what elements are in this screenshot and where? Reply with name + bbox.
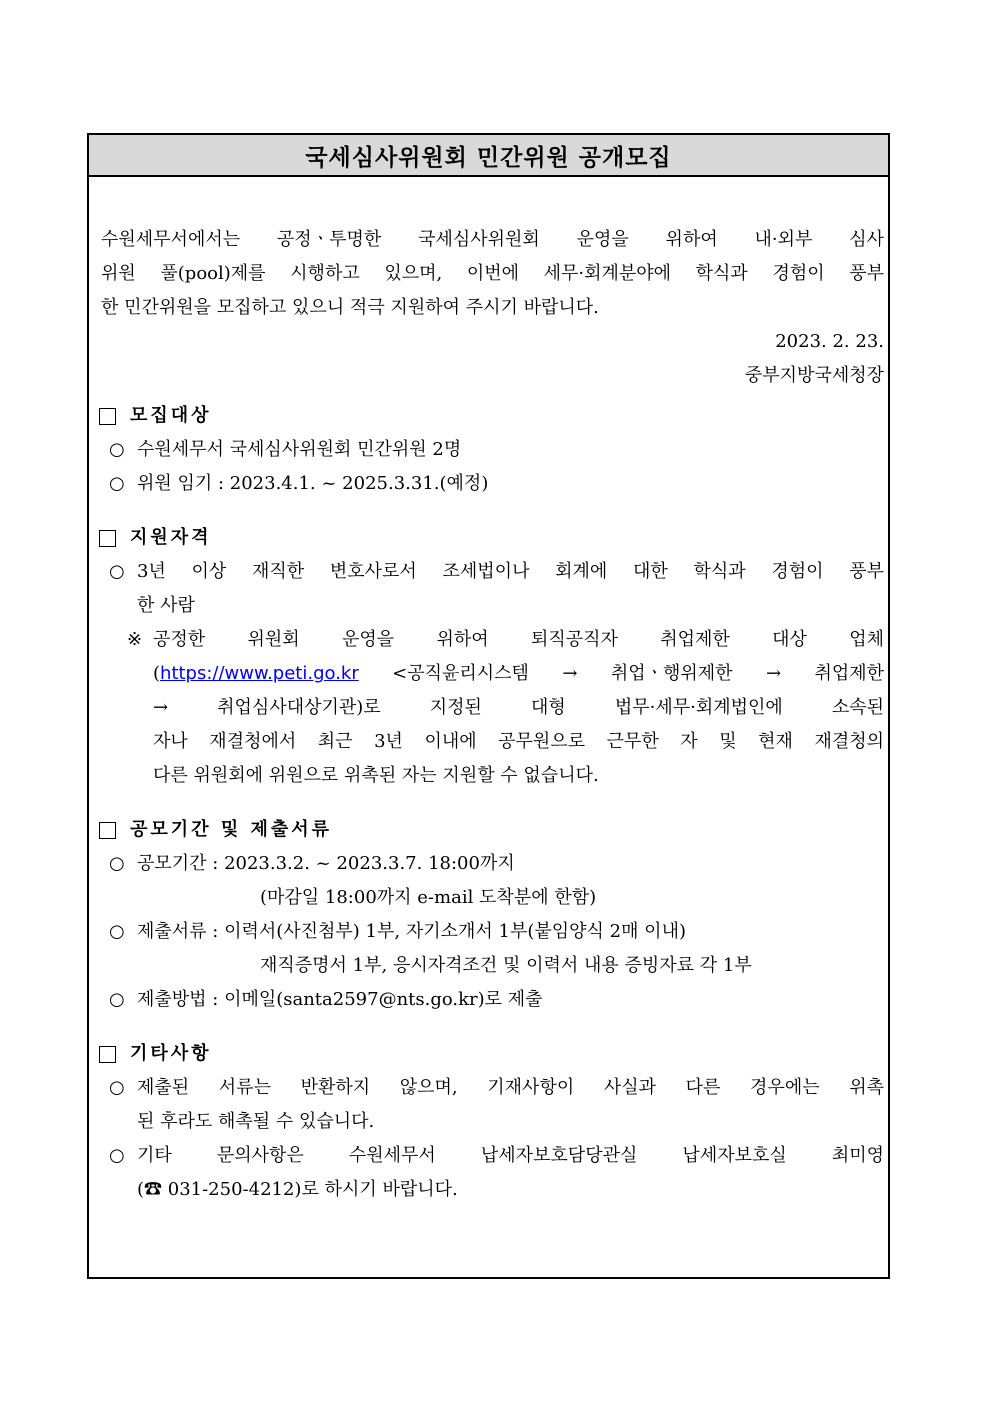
checkbox-square-icon (99, 1046, 116, 1063)
item-text (137, 983, 884, 1017)
document-frame (87, 133, 890, 1279)
method-label: 제출방법 : (137, 989, 225, 1010)
note-block (99, 623, 884, 793)
list-item (99, 983, 884, 1017)
intro-paragraph (99, 223, 884, 325)
item-text (137, 1139, 884, 1207)
item-line: 된 후라도 해촉될 수 있습니다. (137, 1111, 375, 1132)
section-title: 기타사항 (130, 1043, 212, 1064)
note-line: → 취업심사대상기관)로 지정된 대형 법무·세무·회계법인에 소속된 (153, 697, 884, 718)
section-title: 지원자격 (130, 527, 212, 548)
note-line: 공정한 위원회 운영을 위하여 퇴직공직자 취업제한 대상 업체 (153, 629, 884, 650)
note-line: 다른 위원회에 위원으로 위촉된 자는 지원할 수 없습니다. (153, 765, 599, 786)
notice-date: 2023. 2. 23. (775, 331, 884, 352)
intro-line: 수원세무서에서는 공정ㆍ투명한 국세심사위원회 운영을 위하여 내·외부 심사 (101, 229, 884, 250)
section-title: 모집대상 (130, 405, 212, 426)
list-item (99, 555, 884, 623)
title-bar (89, 135, 888, 177)
section-title: 공모기간 및 제출서류 (130, 819, 333, 840)
circle-bullet-icon: ○ (109, 989, 125, 1010)
note-line: 자나 재결청에서 최근 3년 이내에 공무원으로 근무한 자 및 현재 재결청의 (153, 731, 884, 752)
method-value: 이메일(santa2597@nts.go.kr)로 제출 (224, 989, 543, 1010)
circle-bullet-icon: ○ (109, 561, 125, 582)
reference-mark-icon: ※ (127, 629, 143, 650)
circle-bullet-icon: ○ (109, 921, 125, 942)
issuer: 중부지방국세청장 (744, 365, 884, 386)
note-line-rest: <공직윤리시스템 → 취업ㆍ행위제한 → 취업제한 (358, 663, 884, 684)
section-heading-qualification (99, 521, 884, 555)
item-line: (☎ 031-250-4212)로 하시기 바랍니다. (137, 1179, 458, 1200)
docs-line: 이력서(사진첨부) 1부, 자기소개서 1부(붙임양식 2매 이내) (224, 921, 686, 942)
list-item (99, 1139, 884, 1207)
item-text (137, 915, 884, 983)
list-item (99, 1071, 884, 1139)
section-heading-recruitment (99, 399, 884, 433)
checkbox-square-icon (99, 530, 116, 547)
item-text (137, 555, 884, 623)
period-label: 공모기간 : (137, 853, 225, 874)
checkbox-square-icon (99, 408, 116, 425)
circle-bullet-icon: ○ (109, 1077, 125, 1098)
list-item (99, 915, 884, 983)
docs-line: 재직증명서 1부, 응시자격조건 및 이력서 내용 증빙자료 각 1부 (260, 955, 752, 976)
paren-open: ( (153, 663, 161, 684)
checkbox-square-icon (99, 822, 116, 839)
item-text: 위원 임기 : 2023.4.1. ~ 2025.3.31.(예정) (137, 473, 489, 494)
item-line: 한 사람 (137, 595, 195, 616)
document-body (99, 223, 884, 1207)
section-heading-other (99, 1037, 884, 1071)
note-line (153, 657, 884, 691)
circle-bullet-icon: ○ (109, 473, 125, 494)
item-line: 3년 이상 재직한 변호사로서 조세법이나 회계에 대한 학식과 경험이 풍부 (137, 561, 884, 582)
item-text (137, 1071, 884, 1139)
intro-line: 한 민간위원을 모집하고 있으니 적극 지원하여 주시기 바랍니다. (101, 297, 599, 318)
period-note: (마감일 18:00까지 e-mail 도착분에 한함) (260, 887, 597, 908)
item-text: 수원세무서 국세심사위원회 민간위원 2명 (137, 439, 462, 460)
item-text (137, 847, 884, 915)
section-heading-period-documents (99, 813, 884, 847)
circle-bullet-icon: ○ (109, 853, 125, 874)
intro-line: 위원 풀(pool)제를 시행하고 있으며, 이번에 세무·회계분야에 학식과 경험이 풍부 (101, 263, 884, 284)
list-item (99, 847, 884, 915)
item-line: 제출된 서류는 반환하지 않으며, 기재사항이 사실과 다른 경우에는 위촉 (137, 1077, 884, 1098)
circle-bullet-icon: ○ (109, 439, 125, 460)
period-value: 2023.3.2. ~ 2023.3.7. 18:00까지 (224, 853, 515, 874)
list-item (99, 467, 884, 501)
list-item (99, 433, 884, 467)
peti-link[interactable]: https://www.peti.go.kr (160, 663, 359, 684)
page-title: 국세심사위원회 민간위원 공개모집 (305, 144, 672, 171)
docs-label: 제출서류 : (137, 921, 225, 942)
item-line: 기타 문의사항은 수원세무서 납세자보호담당관실 납세자보호실 최미영 (137, 1145, 884, 1166)
circle-bullet-icon: ○ (109, 1145, 125, 1166)
note-text (153, 623, 884, 793)
